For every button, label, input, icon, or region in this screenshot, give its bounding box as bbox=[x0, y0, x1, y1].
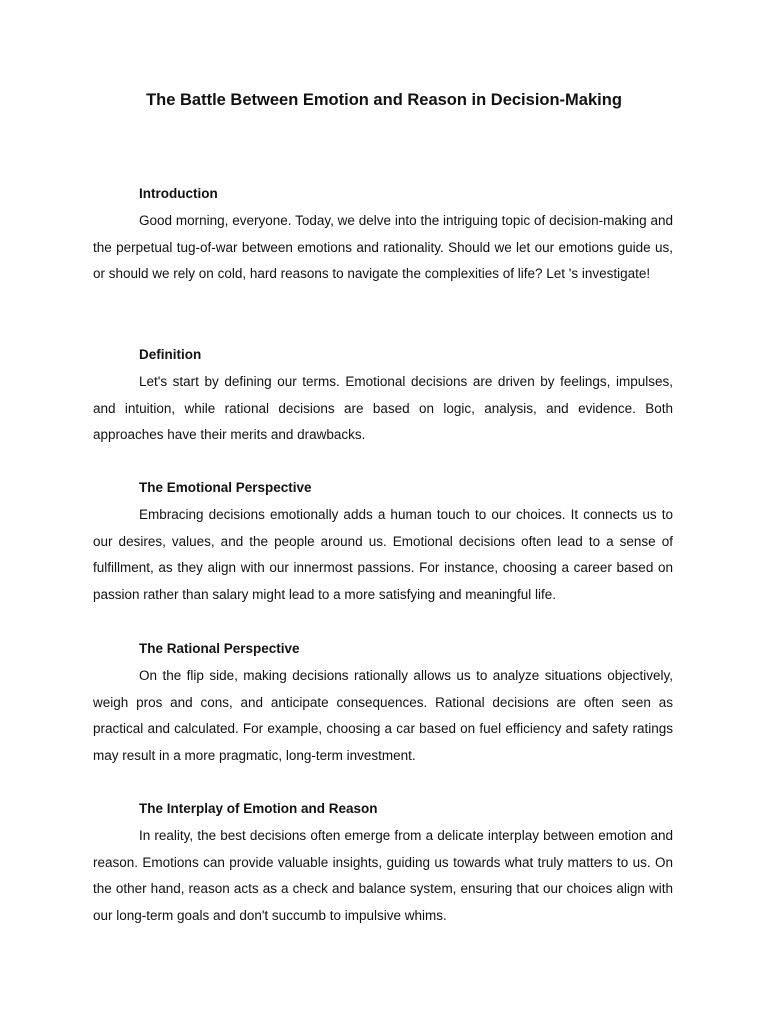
section-paragraph: In reality, the best decisions often emerge from a delicate interplay between emotion and reason. Emotions can provide valuable insights, guiding us towards what truly matters to us. On the other hand, reason acts as a check and balance system, ensuring that our choices align with our long-term goals and don't succumb to impulsive whims. bbox=[93, 827, 673, 924]
section-emotional-perspective bbox=[93, 475, 673, 609]
section-paragraph: On the flip side, making decisions rationally allows us to analyze situations objectively, weigh pros and cons, and anticipate consequences. Rational decisions are often seen as practical and calculated. For example, choosing a car based on fuel efficiency and safety ratings may result in a more pragmatic, long-term investment. bbox=[93, 667, 673, 764]
section-rational-perspective bbox=[93, 636, 673, 770]
section-heading: The Interplay of Emotion and Reason bbox=[139, 801, 378, 816]
section-interplay bbox=[93, 796, 673, 930]
section-definition bbox=[93, 342, 673, 449]
section-heading: Definition bbox=[139, 347, 202, 362]
section-heading: Introduction bbox=[139, 186, 218, 201]
section-paragraph: Good morning, everyone. Today, we delve into the intriguing topic of decision-making and the perpetual tug-of-war between emotions and rationality. Should we let our emotions guide us, or should we rely on cold, hard reasons to navigate the complexities of life? Let 's investigate! bbox=[93, 212, 673, 282]
section-heading: The Emotional Perspective bbox=[139, 480, 312, 495]
section-heading: The Rational Perspective bbox=[139, 641, 300, 656]
document-title: The Battle Between Emotion and Reason in Decision-Making bbox=[146, 91, 622, 109]
section-paragraph: Let's start by defining our terms. Emotional decisions are driven by feelings, impulses, and intuition, while rational decisions are based on logic, analysis, and evidence. Both approaches have their merits and drawbacks. bbox=[93, 373, 673, 443]
section-paragraph: Embracing decisions emotionally adds a human touch to our choices. It connects us to our desires, values, and the people around us. Emotional decisions often lead to a sense of fulfillment, as they align with our innermost passions. For instance, choosing a career based on passion rather than salary might lead to a more satisfying and meaningful life. bbox=[93, 506, 673, 603]
section-introduction bbox=[93, 181, 673, 288]
